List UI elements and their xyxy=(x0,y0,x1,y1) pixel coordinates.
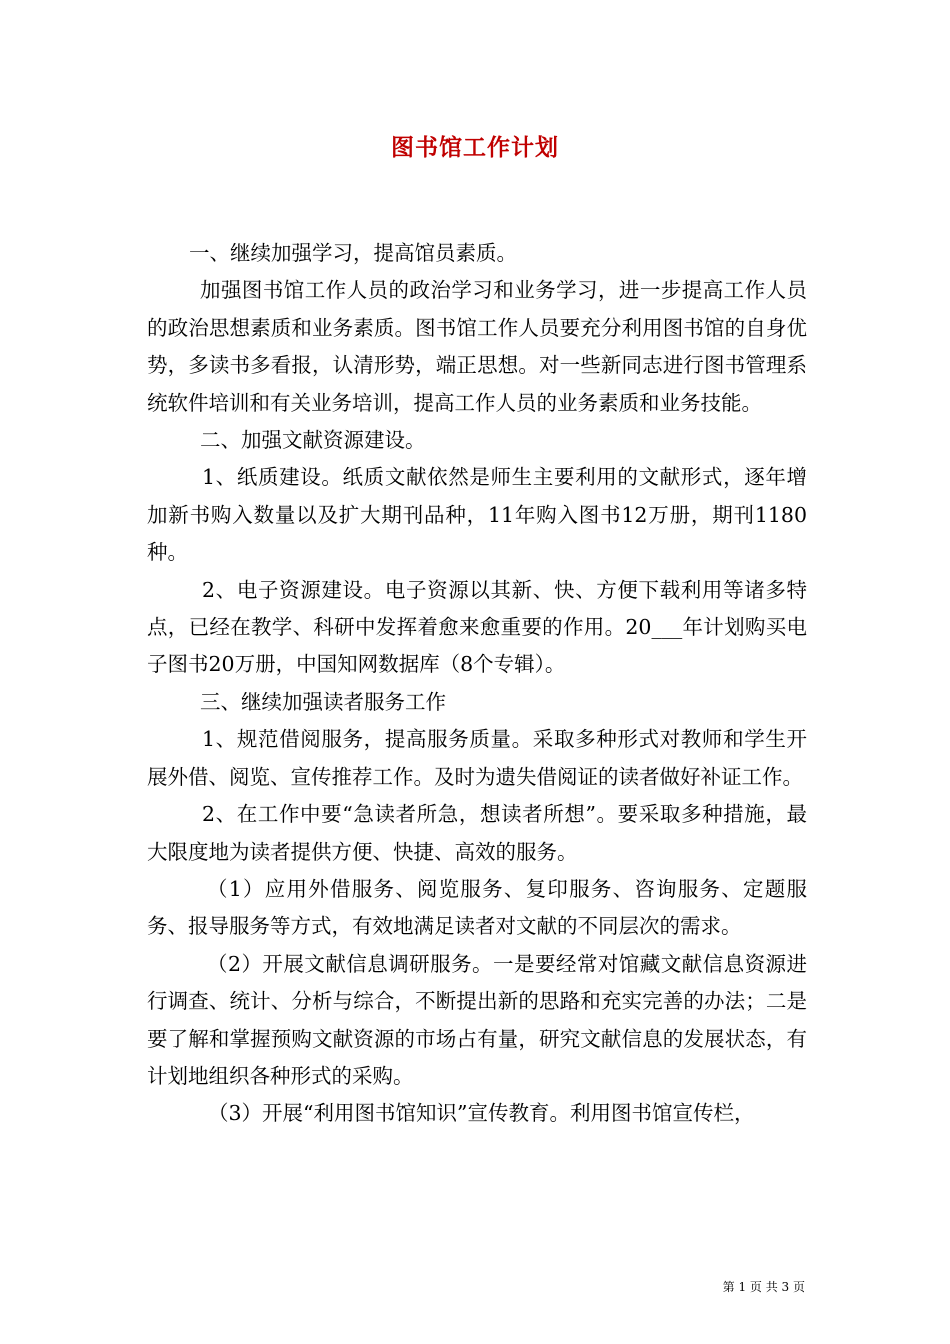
document-body xyxy=(147,235,807,1133)
paragraph-electronic-resources: 2、电子资源建设。电子资源以其新、快、方便下载利用等诸多特点，已经在教学、科研中发挥着愈来愈重要的作用。20___年计划购买电子图书20万册，中国知网数据库（8个专辑）。 xyxy=(147,577,807,677)
paragraph-paper-resources: 1、纸质建设。纸质文献依然是师生主要利用的文献形式，逐年增加新书购入数量以及扩大期刊品种，11年购入图书12万册，期刊1180种。 xyxy=(147,465,807,565)
section-heading-3: 三、继续加强读者服务工作 xyxy=(200,689,446,714)
paragraph-item-3: （3）开展“利用图书馆知识”宣传教育。利用图书馆宣传栏， xyxy=(208,1101,755,1126)
page-number-footer: 第 1 页 共 3 页 xyxy=(722,1280,805,1294)
paragraph-study: 加强图书馆工作人员的政治学习和业务学习，进一步提高工作人员的政治思想素质和业务素质。图书馆工作人员要充分利用图书馆的自身优势，多读书多看报，认清形势，端正思想。对一些新同志进行图书管理系统软件培训和有关业务培训，提高工作人员的业务素质和业务技能。 xyxy=(147,278,807,415)
document-title: 图书馆工作计划 xyxy=(391,134,559,161)
paragraph-reader-first: 2、在工作中要“急读者所急，想读者所想”。要采取多种措施，最大限度地为读者提供方便、快捷、高效的服务。 xyxy=(147,802,807,864)
paragraph-item-1: （1）应用外借服务、阅览服务、复印服务、咨询服务、定题服务、报导服务等方式，有效地满足读者对文献的不同层次的需求。 xyxy=(147,876,807,939)
paragraph-item-2: （2）开展文献信息调研服务。一是要经常对馆藏文献信息资源进行调查、统计、分析与综合，不断提出新的思路和充实完善的办法；二是要了解和掌握预购文献资源的市场占有量，研究文献信息的发展状态，有计划地组织各种形式的采购。 xyxy=(147,951,807,1088)
section-heading-2: 二、加强文献资源建设。 xyxy=(200,428,426,453)
section-heading-1: 一、继续加强学习，提高馆员素质。 xyxy=(189,241,517,265)
paragraph-lending-service: 1、规范借阅服务，提高服务质量。采取多种形式对教师和学生开展外借、阅览、宣传推荐工作。及时为遗失借阅证的读者做好补证工作。 xyxy=(147,727,807,789)
